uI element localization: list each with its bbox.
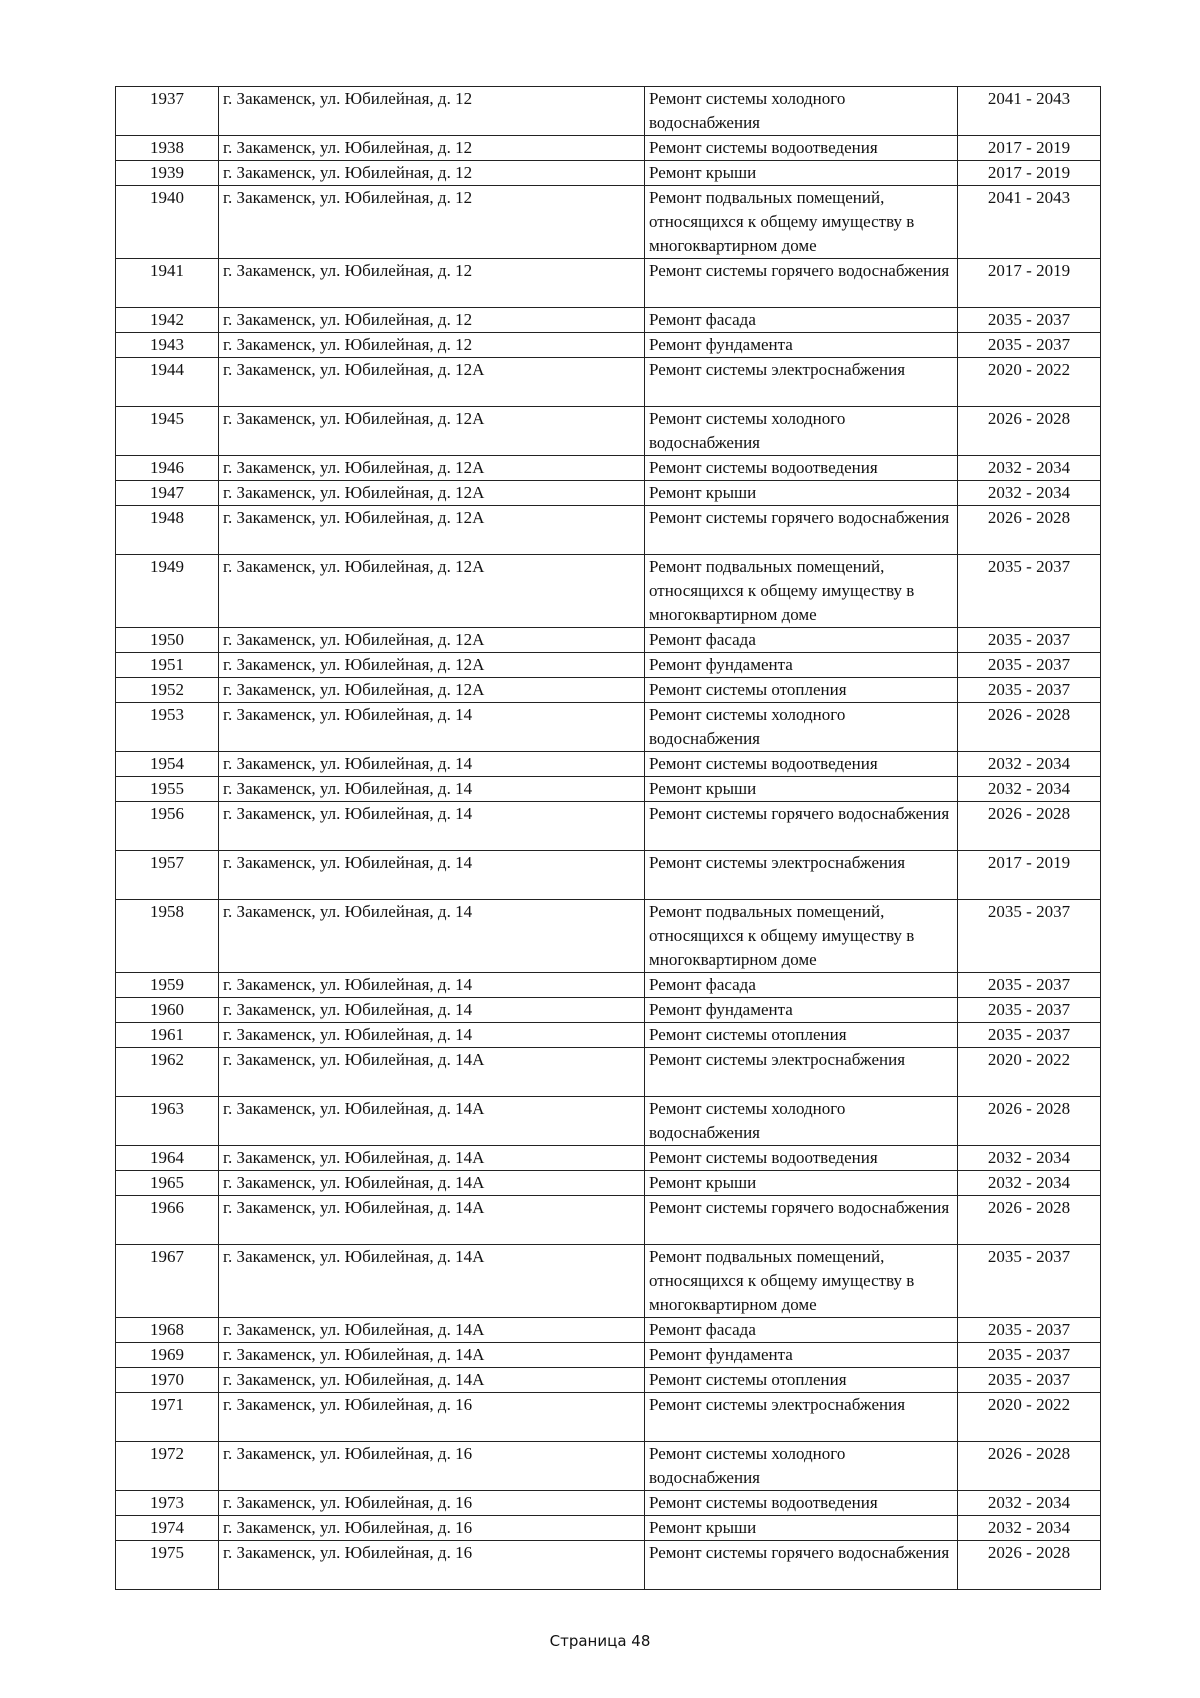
row-address: г. Закаменск, ул. Юбилейная, д. 16	[219, 1393, 645, 1442]
row-address: г. Закаменск, ул. Юбилейная, д. 12А	[219, 628, 645, 653]
table-row	[116, 1023, 1101, 1048]
row-number: 1974	[116, 1516, 219, 1541]
table-row	[116, 506, 1101, 555]
row-address: г. Закаменск, ул. Юбилейная, д. 12А	[219, 358, 645, 407]
table-row	[116, 628, 1101, 653]
row-number: 1960	[116, 998, 219, 1023]
row-period: 2020 - 2022	[958, 358, 1101, 407]
row-work-type: Ремонт фасада	[645, 1318, 958, 1343]
row-address: г. Закаменск, ул. Юбилейная, д. 14А	[219, 1368, 645, 1393]
row-address: г. Закаменск, ул. Юбилейная, д. 14	[219, 1023, 645, 1048]
row-period: 2026 - 2028	[958, 703, 1101, 752]
row-work-type: Ремонт системы электроснабжения	[645, 851, 958, 900]
row-address: г. Закаменск, ул. Юбилейная, д. 14	[219, 703, 645, 752]
row-work-type: Ремонт фасада	[645, 308, 958, 333]
table-row	[116, 1541, 1101, 1590]
row-work-type: Ремонт фасада	[645, 628, 958, 653]
row-number: 1937	[116, 87, 219, 136]
row-number: 1968	[116, 1318, 219, 1343]
row-work-type: Ремонт системы электроснабжения	[645, 1048, 958, 1097]
row-period: 2035 - 2037	[958, 333, 1101, 358]
row-period: 2017 - 2019	[958, 136, 1101, 161]
row-period: 2041 - 2043	[958, 186, 1101, 259]
row-address: г. Закаменск, ул. Юбилейная, д. 16	[219, 1491, 645, 1516]
table-row	[116, 1146, 1101, 1171]
row-address: г. Закаменск, ул. Юбилейная, д. 12	[219, 308, 645, 333]
table-row	[116, 1343, 1101, 1368]
row-work-type: Ремонт системы горячего водоснабжения	[645, 259, 958, 308]
row-work-type: Ремонт подвальных помещений, относящихся к общему имуществу в многоквартирном доме	[645, 186, 958, 259]
row-period: 2035 - 2037	[958, 653, 1101, 678]
row-number: 1952	[116, 678, 219, 703]
row-work-type: Ремонт фундамента	[645, 333, 958, 358]
row-period: 2035 - 2037	[958, 1318, 1101, 1343]
table-row	[116, 161, 1101, 186]
table-row	[116, 87, 1101, 136]
row-number: 1943	[116, 333, 219, 358]
row-number: 1963	[116, 1097, 219, 1146]
row-number: 1953	[116, 703, 219, 752]
row-period: 2017 - 2019	[958, 851, 1101, 900]
table-row	[116, 1171, 1101, 1196]
row-work-type: Ремонт системы отопления	[645, 678, 958, 703]
row-period: 2026 - 2028	[958, 1196, 1101, 1245]
row-period: 2035 - 2037	[958, 1368, 1101, 1393]
row-number: 1969	[116, 1343, 219, 1368]
row-period: 2035 - 2037	[958, 973, 1101, 998]
table-row	[116, 973, 1101, 998]
row-period: 2035 - 2037	[958, 1343, 1101, 1368]
page-number: Страница 48	[549, 1632, 651, 1650]
row-address: г. Закаменск, ул. Юбилейная, д. 14	[219, 802, 645, 851]
row-period: 2032 - 2034	[958, 1516, 1101, 1541]
row-work-type: Ремонт системы водоотведения	[645, 456, 958, 481]
row-number: 1950	[116, 628, 219, 653]
row-number: 1947	[116, 481, 219, 506]
row-work-type: Ремонт системы водоотведения	[645, 1146, 958, 1171]
row-number: 1948	[116, 506, 219, 555]
row-number: 1965	[116, 1171, 219, 1196]
table-row	[116, 802, 1101, 851]
table-row	[116, 1245, 1101, 1318]
row-number: 1973	[116, 1491, 219, 1516]
row-address: г. Закаменск, ул. Юбилейная, д. 12	[219, 87, 645, 136]
row-number: 1956	[116, 802, 219, 851]
row-work-type: Ремонт системы холодного водоснабжения	[645, 1097, 958, 1146]
table-row	[116, 1491, 1101, 1516]
table-row	[116, 678, 1101, 703]
row-work-type: Ремонт фасада	[645, 973, 958, 998]
row-period: 2035 - 2037	[958, 998, 1101, 1023]
row-number: 1961	[116, 1023, 219, 1048]
row-address: г. Закаменск, ул. Юбилейная, д. 14А	[219, 1097, 645, 1146]
table-row	[116, 358, 1101, 407]
row-address: г. Закаменск, ул. Юбилейная, д. 14	[219, 900, 645, 973]
row-address: г. Закаменск, ул. Юбилейная, д. 14А	[219, 1171, 645, 1196]
row-address: г. Закаменск, ул. Юбилейная, д. 14А	[219, 1196, 645, 1245]
table-row	[116, 703, 1101, 752]
row-number: 1971	[116, 1393, 219, 1442]
row-address: г. Закаменск, ул. Юбилейная, д. 16	[219, 1541, 645, 1590]
row-number: 1942	[116, 308, 219, 333]
row-number: 1959	[116, 973, 219, 998]
row-address: г. Закаменск, ул. Юбилейная, д. 12А	[219, 555, 645, 628]
row-period: 2035 - 2037	[958, 308, 1101, 333]
row-period: 2020 - 2022	[958, 1048, 1101, 1097]
row-work-type: Ремонт системы отопления	[645, 1023, 958, 1048]
row-period: 2032 - 2034	[958, 1491, 1101, 1516]
row-work-type: Ремонт крыши	[645, 481, 958, 506]
row-address: г. Закаменск, ул. Юбилейная, д. 16	[219, 1516, 645, 1541]
row-address: г. Закаменск, ул. Юбилейная, д. 14	[219, 752, 645, 777]
row-work-type: Ремонт крыши	[645, 777, 958, 802]
row-work-type: Ремонт системы горячего водоснабжения	[645, 506, 958, 555]
row-address: г. Закаменск, ул. Юбилейная, д. 12А	[219, 653, 645, 678]
table-row	[116, 136, 1101, 161]
table-row	[116, 752, 1101, 777]
row-work-type: Ремонт системы водоотведения	[645, 752, 958, 777]
row-work-type: Ремонт крыши	[645, 1516, 958, 1541]
row-work-type: Ремонт системы холодного водоснабжения	[645, 407, 958, 456]
row-period: 2032 - 2034	[958, 777, 1101, 802]
table-row	[116, 998, 1101, 1023]
row-work-type: Ремонт системы отопления	[645, 1368, 958, 1393]
row-period: 2035 - 2037	[958, 678, 1101, 703]
row-period: 2026 - 2028	[958, 1541, 1101, 1590]
row-address: г. Закаменск, ул. Юбилейная, д. 14	[219, 998, 645, 1023]
row-address: г. Закаменск, ул. Юбилейная, д. 14	[219, 973, 645, 998]
row-address: г. Закаменск, ул. Юбилейная, д. 14	[219, 851, 645, 900]
row-address: г. Закаменск, ул. Юбилейная, д. 12А	[219, 506, 645, 555]
row-address: г. Закаменск, ул. Юбилейная, д. 14А	[219, 1318, 645, 1343]
row-number: 1939	[116, 161, 219, 186]
row-number: 1949	[116, 555, 219, 628]
row-period: 2026 - 2028	[958, 1097, 1101, 1146]
row-address: г. Закаменск, ул. Юбилейная, д. 16	[219, 1442, 645, 1491]
row-number: 1962	[116, 1048, 219, 1097]
row-address: г. Закаменск, ул. Юбилейная, д. 14А	[219, 1343, 645, 1368]
row-number: 1951	[116, 653, 219, 678]
table-row	[116, 308, 1101, 333]
row-period: 2035 - 2037	[958, 1023, 1101, 1048]
row-work-type: Ремонт системы водоотведения	[645, 1491, 958, 1516]
table-row	[116, 555, 1101, 628]
row-number: 1938	[116, 136, 219, 161]
row-number: 1955	[116, 777, 219, 802]
row-work-type: Ремонт подвальных помещений, относящихся к общему имуществу в многоквартирном доме	[645, 555, 958, 628]
table-row	[116, 407, 1101, 456]
table-row	[116, 1442, 1101, 1491]
row-work-type: Ремонт фундамента	[645, 653, 958, 678]
row-number: 1944	[116, 358, 219, 407]
row-period: 2026 - 2028	[958, 802, 1101, 851]
row-period: 2035 - 2037	[958, 628, 1101, 653]
table-row	[116, 1196, 1101, 1245]
row-address: г. Закаменск, ул. Юбилейная, д. 12А	[219, 407, 645, 456]
row-period: 2017 - 2019	[958, 259, 1101, 308]
row-number: 1970	[116, 1368, 219, 1393]
table-row	[116, 1318, 1101, 1343]
row-work-type: Ремонт системы холодного водоснабжения	[645, 703, 958, 752]
table-row	[116, 333, 1101, 358]
row-number: 1941	[116, 259, 219, 308]
table-row	[116, 1516, 1101, 1541]
row-period: 2032 - 2034	[958, 752, 1101, 777]
table-row	[116, 456, 1101, 481]
row-address: г. Закаменск, ул. Юбилейная, д. 12	[219, 186, 645, 259]
row-work-type: Ремонт системы горячего водоснабжения	[645, 1196, 958, 1245]
table-row	[116, 1097, 1101, 1146]
row-number: 1966	[116, 1196, 219, 1245]
table-row	[116, 186, 1101, 259]
row-work-type: Ремонт фундамента	[645, 998, 958, 1023]
row-period: 2035 - 2037	[958, 900, 1101, 973]
row-period: 2020 - 2022	[958, 1393, 1101, 1442]
table-row	[116, 851, 1101, 900]
row-work-type: Ремонт фундамента	[645, 1343, 958, 1368]
row-period: 2032 - 2034	[958, 1146, 1101, 1171]
row-period: 2026 - 2028	[958, 1442, 1101, 1491]
row-number: 1964	[116, 1146, 219, 1171]
row-period: 2041 - 2043	[958, 87, 1101, 136]
row-address: г. Закаменск, ул. Юбилейная, д. 12	[219, 259, 645, 308]
row-work-type: Ремонт крыши	[645, 1171, 958, 1196]
table-row	[116, 1048, 1101, 1097]
row-number: 1945	[116, 407, 219, 456]
row-period: 2035 - 2037	[958, 555, 1101, 628]
row-work-type: Ремонт крыши	[645, 161, 958, 186]
row-work-type: Ремонт системы электроснабжения	[645, 1393, 958, 1442]
repair-schedule-table	[115, 86, 1101, 1590]
table-row	[116, 259, 1101, 308]
table-row	[116, 900, 1101, 973]
row-period: 2026 - 2028	[958, 407, 1101, 456]
row-number: 1946	[116, 456, 219, 481]
row-address: г. Закаменск, ул. Юбилейная, д. 12А	[219, 481, 645, 506]
row-number: 1967	[116, 1245, 219, 1318]
row-period: 2035 - 2037	[958, 1245, 1101, 1318]
table-row	[116, 777, 1101, 802]
table-row	[116, 1393, 1101, 1442]
table-row	[116, 481, 1101, 506]
row-address: г. Закаменск, ул. Юбилейная, д. 14А	[219, 1245, 645, 1318]
table-row	[116, 1368, 1101, 1393]
row-number: 1972	[116, 1442, 219, 1491]
row-number: 1975	[116, 1541, 219, 1590]
table-body	[116, 87, 1101, 1590]
row-work-type: Ремонт системы горячего водоснабжения	[645, 1541, 958, 1590]
row-address: г. Закаменск, ул. Юбилейная, д. 14А	[219, 1146, 645, 1171]
row-number: 1954	[116, 752, 219, 777]
row-work-type: Ремонт системы горячего водоснабжения	[645, 802, 958, 851]
row-work-type: Ремонт системы холодного водоснабжения	[645, 1442, 958, 1491]
row-work-type: Ремонт подвальных помещений, относящихся к общему имуществу в многоквартирном доме	[645, 900, 958, 973]
row-number: 1940	[116, 186, 219, 259]
row-period: 2026 - 2028	[958, 506, 1101, 555]
row-period: 2032 - 2034	[958, 481, 1101, 506]
row-work-type: Ремонт системы электроснабжения	[645, 358, 958, 407]
row-work-type: Ремонт системы холодного водоснабжения	[645, 87, 958, 136]
row-address: г. Закаменск, ул. Юбилейная, д. 14	[219, 777, 645, 802]
row-number: 1958	[116, 900, 219, 973]
row-address: г. Закаменск, ул. Юбилейная, д. 14А	[219, 1048, 645, 1097]
row-period: 2032 - 2034	[958, 1171, 1101, 1196]
row-address: г. Закаменск, ул. Юбилейная, д. 12	[219, 161, 645, 186]
row-work-type: Ремонт системы водоотведения	[645, 136, 958, 161]
row-address: г. Закаменск, ул. Юбилейная, д. 12А	[219, 678, 645, 703]
row-address: г. Закаменск, ул. Юбилейная, д. 12	[219, 136, 645, 161]
row-number: 1957	[116, 851, 219, 900]
row-work-type: Ремонт подвальных помещений, относящихся к общему имуществу в многоквартирном доме	[645, 1245, 958, 1318]
row-period: 2017 - 2019	[958, 161, 1101, 186]
table-row	[116, 653, 1101, 678]
row-period: 2032 - 2034	[958, 456, 1101, 481]
row-address: г. Закаменск, ул. Юбилейная, д. 12	[219, 333, 645, 358]
row-address: г. Закаменск, ул. Юбилейная, д. 12А	[219, 456, 645, 481]
